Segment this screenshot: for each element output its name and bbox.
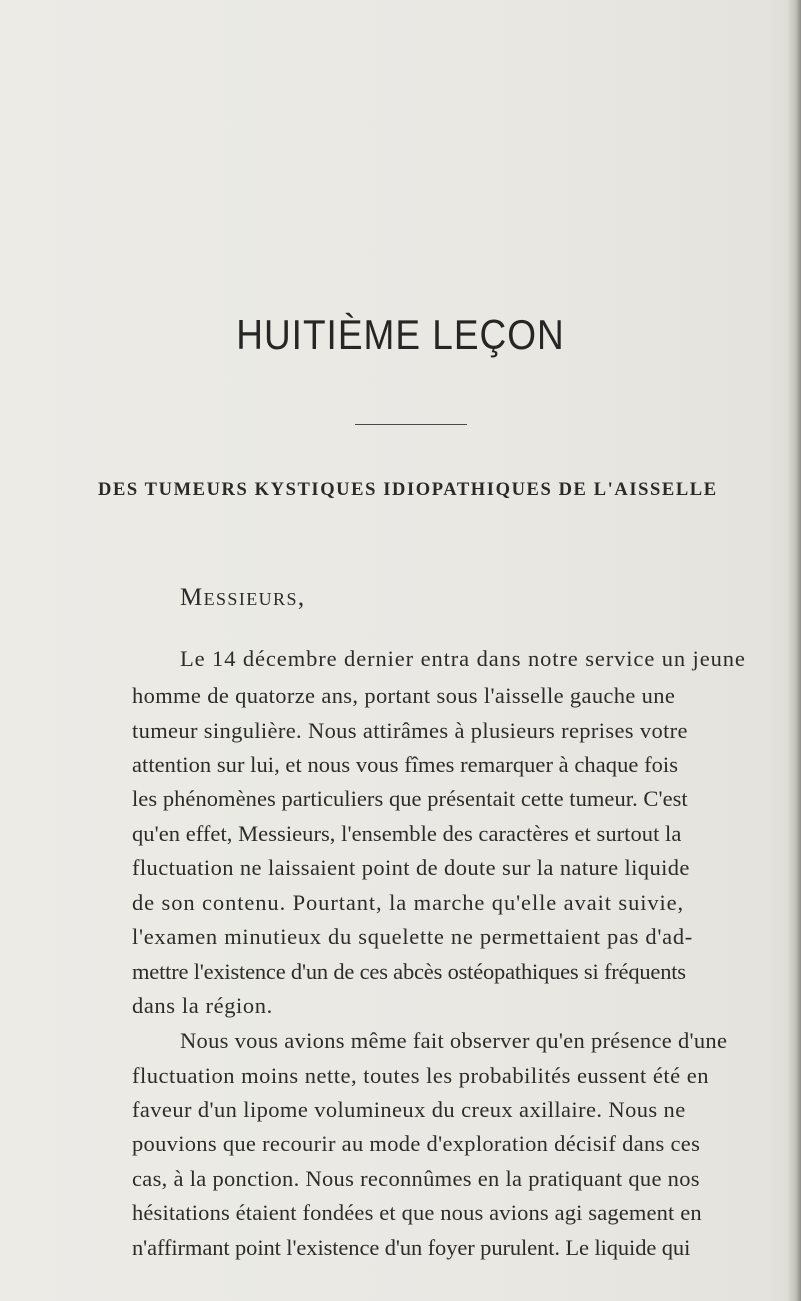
text-line: cas, à la ponction. Nous reconnûmes en la pratiquant que nos: [132, 1166, 700, 1191]
text-line: n'affirmant point l'existence d'un foyer purulent. Le liquide qui: [132, 1235, 691, 1260]
text-line: fluctuation moins nette, toutes les probabilités eussent été en: [132, 1063, 709, 1088]
text-line: de son contenu. Pourtant, la marche qu'elle avait suivie,: [132, 890, 685, 915]
text-line: attention sur lui, et nous vous fîmes remarquer à chaque fois: [132, 752, 679, 777]
text-line: Le 14 décembre dernier entra dans notre service un jeune: [180, 646, 746, 671]
text-line: pouvions que recourir au mode d'exploration décisif dans ces: [132, 1131, 701, 1156]
text-line: Nous vous avions même fait observer qu'en présence d'une: [180, 1028, 728, 1053]
text-line: homme de quatorze ans, portant sous l'aisselle gauche une: [132, 683, 676, 708]
title-divider: [355, 424, 467, 425]
text-line: hésitations étaient fondées et que nous avions agi sagement en: [132, 1200, 702, 1225]
page-edge-shadow: [787, 0, 801, 1301]
text-line: qu'en effet, Messieurs, l'ensemble des caractères et surtout la: [132, 821, 682, 846]
text-line: faveur d'un lipome volumineux du creux axillaire. Nous ne: [132, 1097, 686, 1122]
text-line: l'examen minutieux du squelette ne permettaient pas d'ad-: [132, 924, 693, 949]
text-line: dans la région.: [132, 993, 273, 1018]
text-line: les phénomènes particuliers que présentait cette tumeur. C'est: [132, 786, 688, 811]
text-line: mettre l'existence d'un de ces abcès ostéopathiques si fréquents: [132, 959, 686, 984]
chapter-subtitle: DES TUMEURS KYSTIQUES IDIOPATHIQUES DE L'AISSELLE: [98, 480, 718, 500]
text-line: tumeur singulière. Nous attirâmes à plusieurs reprises votre: [132, 718, 688, 743]
text-line: fluctuation ne laissaient point de doute sur la nature liquide: [132, 855, 690, 880]
chapter-title: HUITIÈME LEÇON: [236, 312, 565, 358]
salutation: Messieurs,: [180, 584, 306, 611]
